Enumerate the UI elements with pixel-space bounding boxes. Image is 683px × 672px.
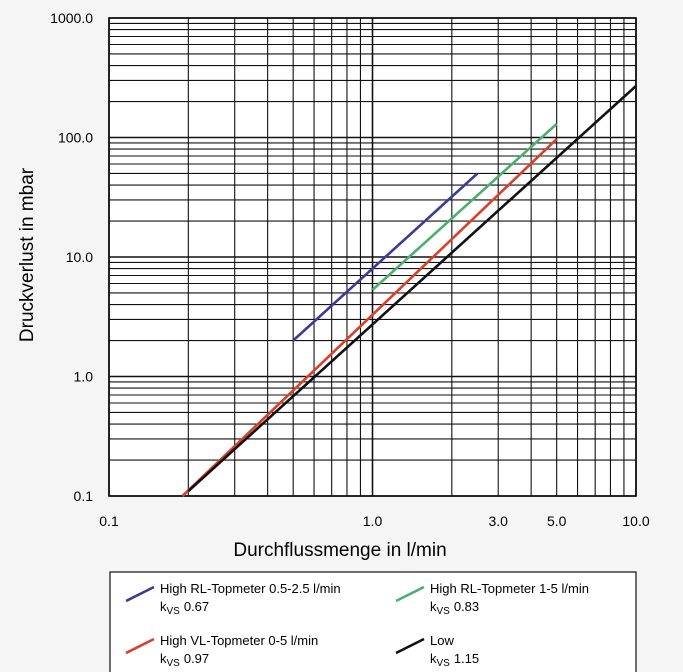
legend-kvs: $k_{VS}$ 0.67 (160, 599, 210, 617)
x-tick-label: 3.0 (488, 513, 508, 529)
x-tick-label: 5.0 (546, 513, 567, 529)
x-axis-label: Durchflussmenge in l/min (233, 540, 447, 561)
legend-kvs: $k_{VS}$ 1.15 (430, 651, 480, 669)
legend-label: High RL-Topmeter 1-5 l/min (430, 581, 589, 596)
legend-label: Low (430, 633, 454, 648)
legend-label: High VL-Topmeter 0-5 l/min (160, 633, 319, 648)
chart-grid (109, 18, 636, 496)
y-tick-label: 1000.0 (50, 10, 93, 26)
x-tick-label: 1.0 (362, 513, 383, 529)
legend (110, 572, 636, 672)
y-tick-label: 10.0 (65, 249, 93, 265)
x-tick-label: 10.0 (622, 513, 650, 529)
legend-kvs: $k_{VS}$ 0.97 (160, 651, 210, 669)
legend-label: High RL-Topmeter 0.5-2.5 l/min (160, 581, 341, 596)
x-tick-label: 0.1 (99, 513, 119, 529)
y-axis-label: Druckverlust in mbar (17, 167, 38, 343)
y-tick-label: 0.1 (73, 488, 93, 504)
y-tick-label: 100.0 (57, 129, 93, 146)
y-tick-label: 1.0 (73, 368, 93, 385)
legend-kvs: $k_{VS}$ 0.83 (430, 599, 480, 617)
